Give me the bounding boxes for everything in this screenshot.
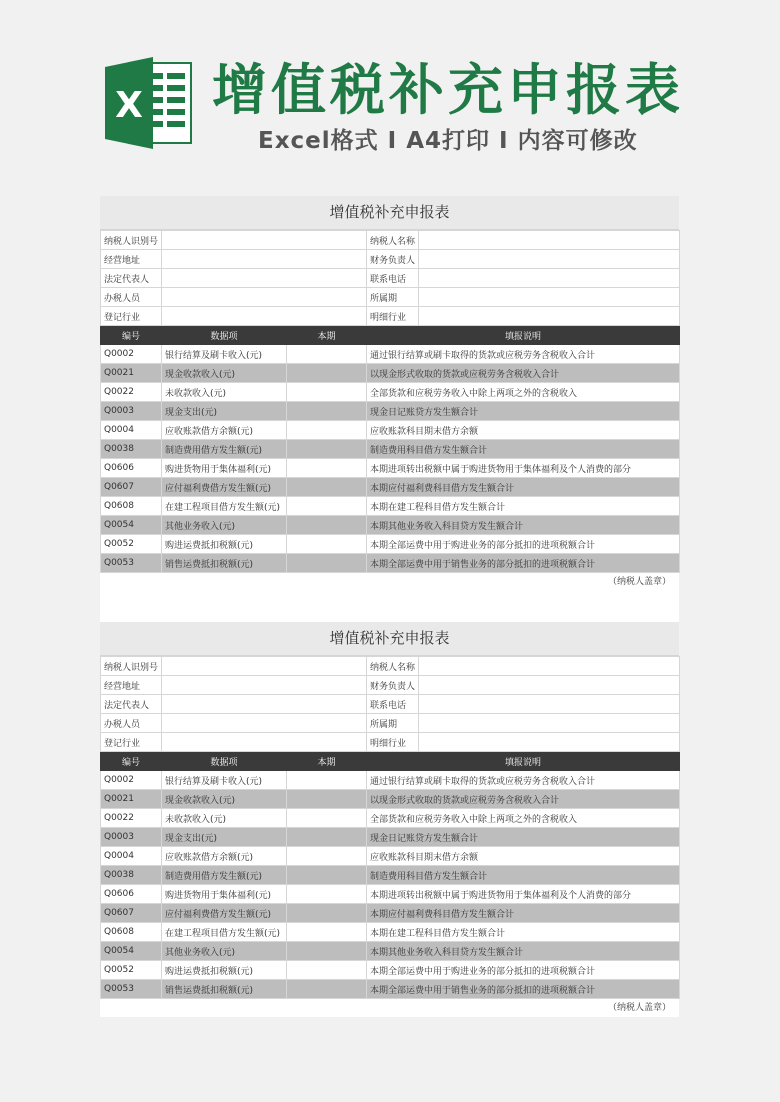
- table-row: [101, 980, 680, 999]
- row-item: 购进货物用于集体福利(元): [162, 885, 287, 904]
- banner-subtitle: Excel格式 I A4打印 I 内容可修改: [258, 128, 638, 154]
- row-current-value[interactable]: [287, 828, 367, 847]
- info-row: [101, 733, 680, 752]
- row-current-value[interactable]: [287, 402, 367, 421]
- row-code: Q0052: [101, 535, 162, 554]
- row-code: Q0606: [101, 885, 162, 904]
- svg-text:X: X: [115, 85, 143, 126]
- info-value-left[interactable]: [162, 307, 367, 326]
- row-item: 银行结算及刷卡收入(元): [162, 771, 287, 790]
- row-item: 制造费用借方发生额(元): [162, 440, 287, 459]
- row-current-value[interactable]: [287, 809, 367, 828]
- row-item: 其他业务收入(元): [162, 942, 287, 961]
- info-value-right[interactable]: [419, 269, 680, 288]
- table-row: [101, 478, 680, 497]
- info-label-right: 明细行业: [367, 733, 419, 752]
- row-current-value[interactable]: [287, 383, 367, 402]
- excel-logo-icon: [103, 55, 193, 151]
- row-code: Q0022: [101, 383, 162, 402]
- table-row: [101, 790, 680, 809]
- table-row: [101, 516, 680, 535]
- info-value-right[interactable]: [419, 288, 680, 307]
- row-code: Q0606: [101, 459, 162, 478]
- row-item: 应收账款借方余额(元): [162, 847, 287, 866]
- row-note: 本期全部运费中用于购进业务的部分抵扣的进项税额合计: [367, 961, 680, 980]
- stamp-note: （纳税人盖章）: [100, 573, 679, 591]
- info-label-left: 经营地址: [101, 250, 162, 269]
- row-code: Q0002: [101, 345, 162, 364]
- row-code: Q0022: [101, 809, 162, 828]
- row-code: Q0608: [101, 497, 162, 516]
- info-label-right: 联系电话: [367, 695, 419, 714]
- row-code: Q0054: [101, 942, 162, 961]
- info-value-left[interactable]: [162, 695, 367, 714]
- info-value-left[interactable]: [162, 733, 367, 752]
- row-note: 本期进项转出税额中属于购进货物用于集体福利及个人消费的部分: [367, 885, 680, 904]
- table-row: [101, 809, 680, 828]
- info-row: [101, 250, 680, 269]
- row-current-value[interactable]: [287, 516, 367, 535]
- row-note: 本期全部运费中用于购进业务的部分抵扣的进项税额合计: [367, 535, 680, 554]
- table-row: [101, 440, 680, 459]
- row-note: 制造费用科目借方发生额合计: [367, 440, 680, 459]
- row-note: 应收账款科目期末借方余额: [367, 421, 680, 440]
- table-row: [101, 497, 680, 516]
- row-note: 全部货款和应税劳务收入中除上两项之外的含税收入: [367, 383, 680, 402]
- sheet-title: 增值税补充申报表: [100, 196, 679, 230]
- row-code: Q0003: [101, 828, 162, 847]
- info-label-right: 联系电话: [367, 269, 419, 288]
- row-note: 本期在建工程科目借方发生额合计: [367, 497, 680, 516]
- info-row: [101, 288, 680, 307]
- table-header: [101, 752, 680, 771]
- row-code: Q0004: [101, 421, 162, 440]
- row-code: Q0607: [101, 478, 162, 497]
- row-item: 在建工程项目借方发生额(元): [162, 497, 287, 516]
- row-note: 本期其他业务收入科目贷方发生额合计: [367, 942, 680, 961]
- page-gap: [100, 588, 679, 622]
- info-value-right[interactable]: [419, 733, 680, 752]
- info-value-left[interactable]: [162, 269, 367, 288]
- row-note: 以现金形式收取的货款或应税劳务含税收入合计: [367, 790, 680, 809]
- row-item: 销售运费抵扣税额(元): [162, 980, 287, 999]
- row-item: 现金收款收入(元): [162, 790, 287, 809]
- col-header-code: 编号: [101, 752, 162, 771]
- table-row: [101, 459, 680, 478]
- table-row: [101, 847, 680, 866]
- row-code: Q0021: [101, 790, 162, 809]
- table-row: [101, 885, 680, 904]
- info-value-right[interactable]: [419, 676, 680, 695]
- row-item: 现金支出(元): [162, 828, 287, 847]
- row-current-value[interactable]: [287, 847, 367, 866]
- info-value-left[interactable]: [162, 657, 367, 676]
- sheet-title: 增值税补充申报表: [100, 622, 679, 656]
- row-item: 应付福利费借方发生额(元): [162, 904, 287, 923]
- table-row: [101, 345, 680, 364]
- table-row: [101, 828, 680, 847]
- row-current-value[interactable]: [287, 771, 367, 790]
- row-current-value[interactable]: [287, 866, 367, 885]
- row-item: 购进运费抵扣税额(元): [162, 961, 287, 980]
- info-label-right: 所属期: [367, 714, 419, 733]
- info-label-left: 纳税人识别号: [101, 657, 162, 676]
- info-row: [101, 714, 680, 733]
- row-item: 现金支出(元): [162, 402, 287, 421]
- col-header-item: 数据项: [162, 752, 287, 771]
- banner: [0, 0, 780, 195]
- table-row: [101, 942, 680, 961]
- row-item: 现金收款收入(元): [162, 364, 287, 383]
- info-value-left[interactable]: [162, 250, 367, 269]
- info-row: [101, 695, 680, 714]
- col-header-code: 编号: [101, 326, 162, 345]
- table-row: [101, 421, 680, 440]
- table-row: [101, 554, 680, 573]
- row-code: Q0607: [101, 904, 162, 923]
- row-current-value[interactable]: [287, 904, 367, 923]
- row-current-value[interactable]: [287, 478, 367, 497]
- row-code: Q0038: [101, 440, 162, 459]
- info-value-left[interactable]: [162, 231, 367, 250]
- col-header-note: 填报说明: [367, 752, 680, 771]
- info-value-left[interactable]: [162, 676, 367, 695]
- info-row: [101, 657, 680, 676]
- row-current-value[interactable]: [287, 364, 367, 383]
- row-item: 购进货物用于集体福利(元): [162, 459, 287, 478]
- banner-headline: 增值税补充申报表: [212, 58, 685, 122]
- row-code: Q0003: [101, 402, 162, 421]
- row-item: 购进运费抵扣税额(元): [162, 535, 287, 554]
- row-note: 本期全部运费中用于销售业务的部分抵扣的进项税额合计: [367, 980, 680, 999]
- row-note: 本期全部运费中用于销售业务的部分抵扣的进项税额合计: [367, 554, 680, 573]
- row-code: Q0052: [101, 961, 162, 980]
- row-item: 未收款收入(元): [162, 383, 287, 402]
- row-note: 现金日记账贷方发生额合计: [367, 402, 680, 421]
- row-current-value[interactable]: [287, 554, 367, 573]
- info-label-left: 法定代表人: [101, 695, 162, 714]
- info-row: [101, 307, 680, 326]
- info-label-left: 登记行业: [101, 733, 162, 752]
- table-row: [101, 535, 680, 554]
- row-code: Q0608: [101, 923, 162, 942]
- row-current-value[interactable]: [287, 440, 367, 459]
- info-value-right[interactable]: [419, 695, 680, 714]
- row-item: 在建工程项目借方发生额(元): [162, 923, 287, 942]
- form-table: [100, 656, 680, 999]
- row-note: 通过银行结算或刷卡取得的货款或应税劳务含税收入合计: [367, 345, 680, 364]
- form-sheet-1: [100, 196, 679, 591]
- table-header: [101, 326, 680, 345]
- row-current-value[interactable]: [287, 923, 367, 942]
- info-label-left: 纳税人识别号: [101, 231, 162, 250]
- col-header-current: 本期: [287, 326, 367, 345]
- row-note: 本期其他业务收入科目贷方发生额合计: [367, 516, 680, 535]
- row-current-value[interactable]: [287, 885, 367, 904]
- row-item: 制造费用借方发生额(元): [162, 866, 287, 885]
- table-row: [101, 771, 680, 790]
- row-note: 本期在建工程科目借方发生额合计: [367, 923, 680, 942]
- table-row: [101, 904, 680, 923]
- row-current-value[interactable]: [287, 345, 367, 364]
- row-current-value[interactable]: [287, 421, 367, 440]
- info-row: [101, 269, 680, 288]
- info-value-left[interactable]: [162, 288, 367, 307]
- row-item: 未收款收入(元): [162, 809, 287, 828]
- info-value-right[interactable]: [419, 231, 680, 250]
- info-label-right: 所属期: [367, 288, 419, 307]
- info-value-left[interactable]: [162, 714, 367, 733]
- info-value-right[interactable]: [419, 714, 680, 733]
- info-value-right[interactable]: [419, 307, 680, 326]
- col-header-current: 本期: [287, 752, 367, 771]
- row-code: Q0002: [101, 771, 162, 790]
- info-value-right[interactable]: [419, 250, 680, 269]
- info-label-right: 明细行业: [367, 307, 419, 326]
- info-value-right[interactable]: [419, 657, 680, 676]
- row-item: 其他业务收入(元): [162, 516, 287, 535]
- row-note: 通过银行结算或刷卡取得的货款或应税劳务含税收入合计: [367, 771, 680, 790]
- table-row: [101, 923, 680, 942]
- row-current-value[interactable]: [287, 961, 367, 980]
- form-table: [100, 230, 680, 573]
- row-note: 本期应付福利费科目借方发生额合计: [367, 478, 680, 497]
- table-row: [101, 961, 680, 980]
- row-current-value[interactable]: [287, 790, 367, 809]
- info-label-left: 经营地址: [101, 676, 162, 695]
- row-code: Q0021: [101, 364, 162, 383]
- row-current-value[interactable]: [287, 459, 367, 478]
- row-item: 银行结算及刷卡收入(元): [162, 345, 287, 364]
- row-current-value[interactable]: [287, 942, 367, 961]
- info-label-right: 财务负责人: [367, 676, 419, 695]
- row-code: Q0004: [101, 847, 162, 866]
- row-note: 全部货款和应税劳务收入中除上两项之外的含税收入: [367, 809, 680, 828]
- col-header-note: 填报说明: [367, 326, 680, 345]
- info-label-left: 登记行业: [101, 307, 162, 326]
- row-note: 制造费用科目借方发生额合计: [367, 866, 680, 885]
- form-sheet-2: [100, 622, 679, 1017]
- row-code: Q0053: [101, 554, 162, 573]
- row-item: 应收账款借方余额(元): [162, 421, 287, 440]
- row-current-value[interactable]: [287, 535, 367, 554]
- info-label-left: 法定代表人: [101, 269, 162, 288]
- row-note: 本期进项转出税额中属于购进货物用于集体福利及个人消费的部分: [367, 459, 680, 478]
- info-label-left: 办税人员: [101, 714, 162, 733]
- table-row: [101, 866, 680, 885]
- row-item: 销售运费抵扣税额(元): [162, 554, 287, 573]
- stamp-note: （纳税人盖章）: [100, 999, 679, 1017]
- info-row: [101, 676, 680, 695]
- info-label-right: 纳税人名称: [367, 231, 419, 250]
- table-row: [101, 402, 680, 421]
- row-item: 应付福利费借方发生额(元): [162, 478, 287, 497]
- row-code: Q0054: [101, 516, 162, 535]
- info-label-left: 办税人员: [101, 288, 162, 307]
- info-label-right: 财务负责人: [367, 250, 419, 269]
- row-note: 应收账款科目期末借方余额: [367, 847, 680, 866]
- info-label-right: 纳税人名称: [367, 657, 419, 676]
- row-code: Q0038: [101, 866, 162, 885]
- row-current-value[interactable]: [287, 980, 367, 999]
- table-row: [101, 383, 680, 402]
- row-code: Q0053: [101, 980, 162, 999]
- row-note: 以现金形式收取的货款或应税劳务含税收入合计: [367, 364, 680, 383]
- row-note: 本期应付福利费科目借方发生额合计: [367, 904, 680, 923]
- table-row: [101, 364, 680, 383]
- row-current-value[interactable]: [287, 497, 367, 516]
- row-note: 现金日记账贷方发生额合计: [367, 828, 680, 847]
- info-row: [101, 231, 680, 250]
- col-header-item: 数据项: [162, 326, 287, 345]
